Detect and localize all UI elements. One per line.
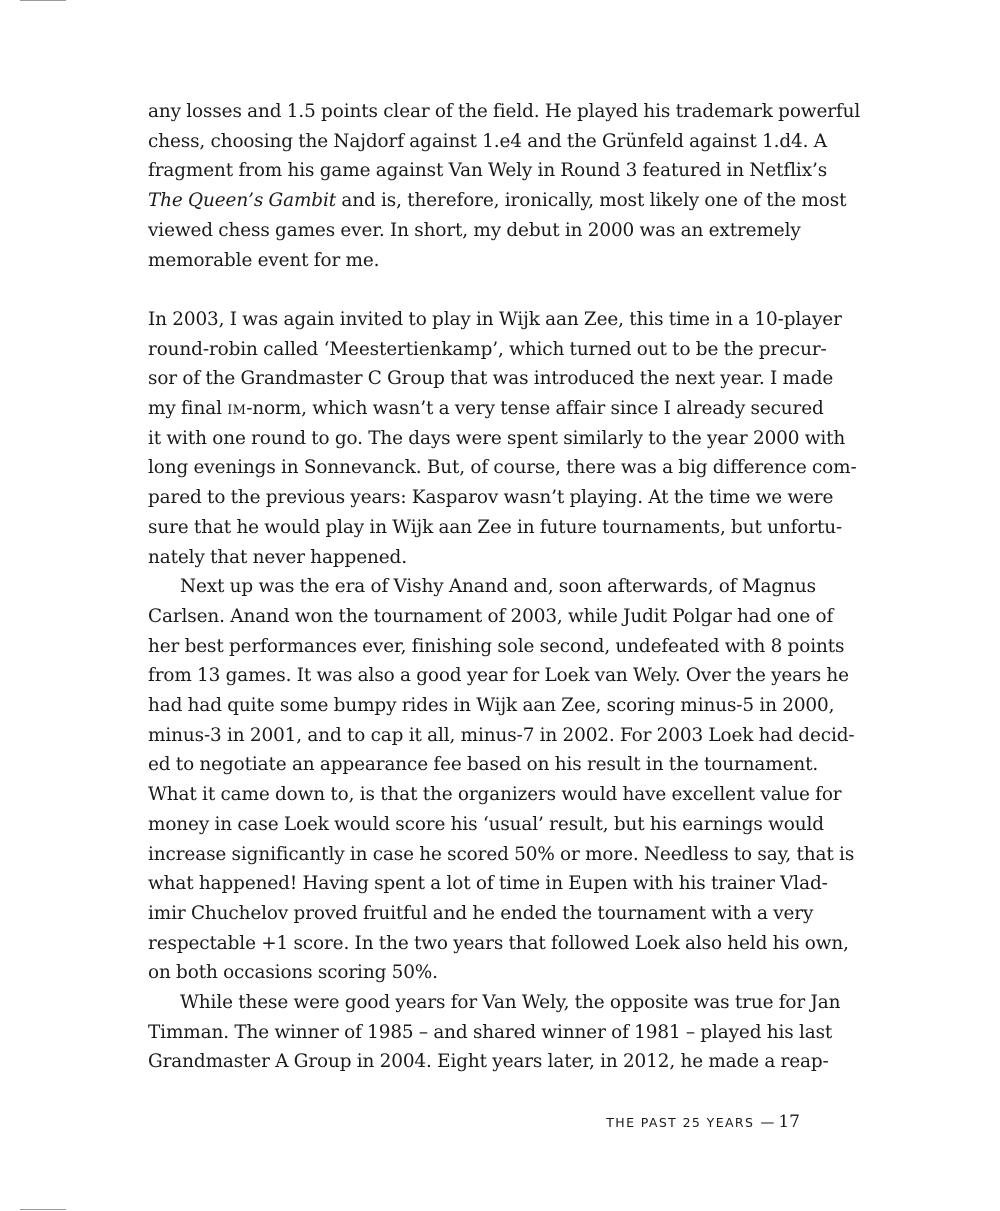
text-line: her best performances ever, finishing sole second, undefeated with 8 points [148,635,845,657]
text-line: Carlsen. Anand won the tournament of 2003, while Judit Polgar had one of [148,605,834,627]
book-title-italic: The Queen’s Gambit [148,190,337,212]
text-line: Next up was the era of Vishy Anand and, soon afterwards, of Magnus [180,576,816,598]
text-line-end: -norm, which wasn’t a very tense affair since I already secured [246,398,824,420]
text-line: sure that he would play in Wijk aan Zee in future tournaments, but unfortu- [148,516,843,538]
text-line: on both occasions scoring 50%. [148,962,438,984]
text-line [148,394,838,424]
im-abbreviation: im [227,398,247,420]
paragraph-2 [148,305,857,572]
text-line: imir Chuchelov proved fruitful and he ended the tournament with a very [148,902,814,924]
text-line: any losses and 1.5 points clear of the field. He played his trademark powerful [148,101,861,122]
text-line: round-robin called ‘Meestertienkamp’, which turned out to be the precur- [148,338,827,360]
text-line: Grandmaster A Group in 2004. Eight years later, in 2012, he made a reap- [148,1051,829,1073]
text-line: pared to the previous years: Kasparov wasn’t playing. At the time we were [148,487,834,509]
crop-mark-bottom [20,1209,66,1210]
text-line: money in case Loek would score his ‘usual’ result, but his earnings would [148,813,824,835]
text-line: In 2003, I was again invited to play in Wijk aan Zee, this time in a 10-player [148,308,842,330]
text-line: fragment from his game against Van Wely in Round 3 featured in Netflix’s [148,160,828,182]
running-head: THE PAST 25 YEARS [606,1115,755,1130]
text-line: it with one round to go. The days were spent similarly to the year 2000 with [148,427,846,449]
text-line-rest: and is, therefore, ironically, most likely one of the most [336,190,847,212]
footer-dash: — [760,1115,775,1131]
text-line: Timman. The winner of 1985 – and shared winner of 1981 – played his last [148,1021,833,1043]
text-line: While these were good years for Van Wely, the opposite was true for Jan [180,992,841,1014]
text-line: respectable +1 score. In the two years that followed Loek also held his own, [148,932,849,954]
text-line: memorable event for me. [148,249,380,271]
paragraph-4 [148,988,841,1077]
text-line: had had quite some bumpy rides in Wijk aan Zee, scoring minus-5 in 2000, [148,695,835,717]
text-line [148,186,847,216]
text-line: nately that never happened. [148,546,407,568]
text-line: chess, choosing the Najdorf against 1.e4 and the Grünfeld against 1.d4. A [148,130,827,152]
text-line: what happened! Having spent a lot of time in Eupen with his trainer Vlad- [148,873,828,895]
page-number: 17 [778,1112,800,1132]
page-footer [560,1112,800,1132]
text-line-start: my final [148,398,228,420]
text-line: viewed chess games ever. In short, my debut in 2000 was an extremely [148,219,801,241]
text-line: from 13 games. It was also a good year for Loek van Wely. Over the years he [148,665,849,687]
crop-mark-top [20,0,66,1]
text-line: What it came down to, is that the organizers would have excellent value for [148,784,842,806]
text-line: ed to negotiate an appearance fee based on his result in the tournament. [148,754,819,776]
text-line: sor of the Grandmaster C Group that was introduced the next year. I made [148,368,834,390]
body-text [148,97,861,1077]
text-line: long evenings in Sonnevanck. But, of course, there was a big difference com- [148,457,857,479]
text-line: minus-3 in 2001, and to cap it all, minus-7 in 2002. For 2003 Loek had decid- [148,724,855,746]
text-line: increase significantly in case he scored 50% or more. Needless to say, that is [148,843,855,865]
paragraph-3 [148,572,855,988]
paragraph-1 [148,97,861,275]
